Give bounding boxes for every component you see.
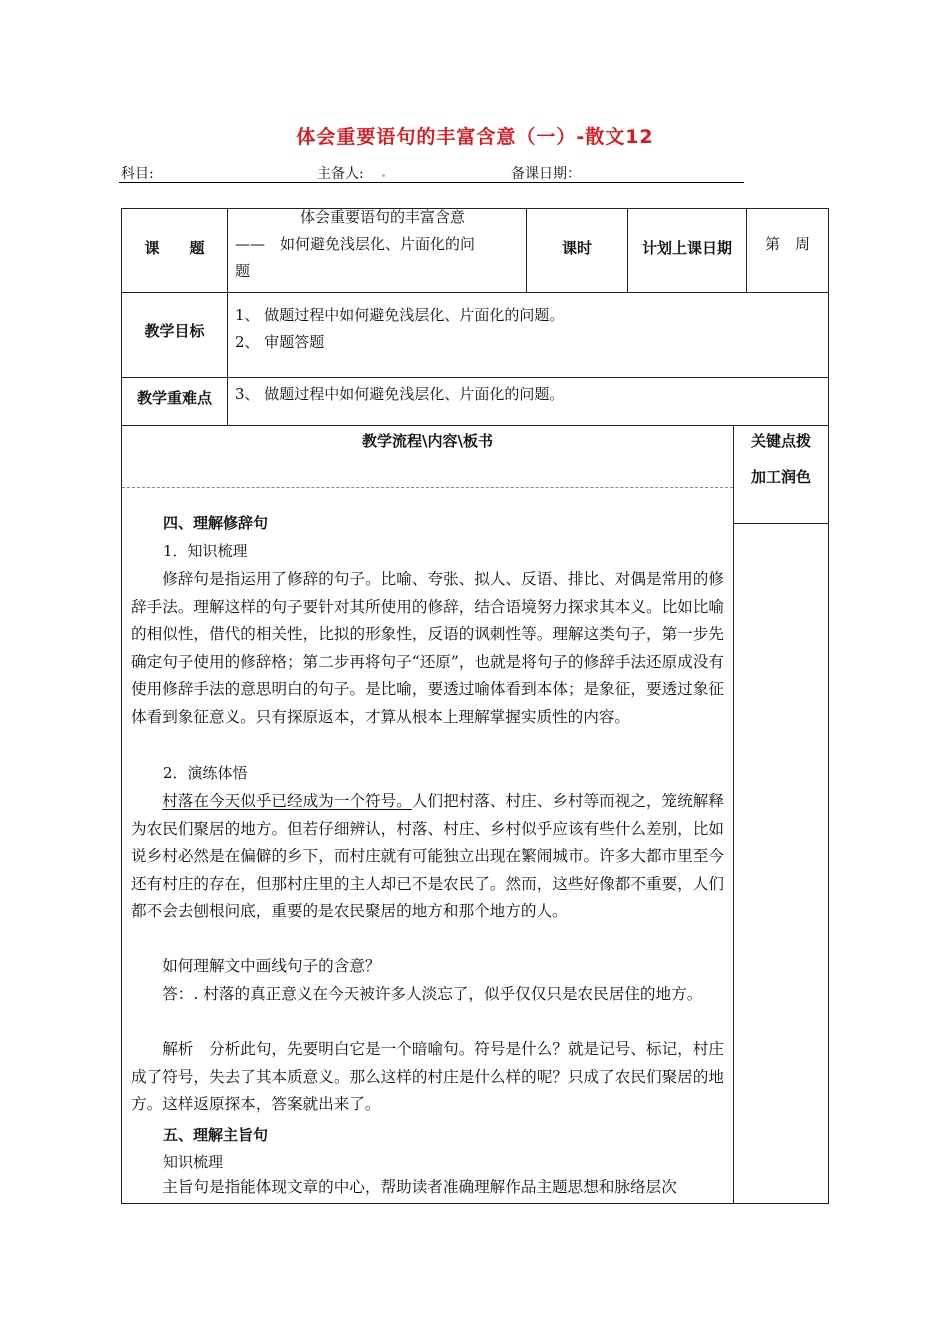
subject-label: 科目: <box>121 166 154 182</box>
analysis: 解析 分析此句，先要明白它是一个暗喻句。符号是什么？就是记号、标记，村庄成了符号，失去了其本质意义。那么这样的村庄是什么样的呢？只成了农民们聚居的地方。这样返原探本，答案就出来了。 <box>131 1040 724 1114</box>
goal-2: 2、 审题答题 <box>235 333 325 351</box>
topic-label: 课 题 <box>144 239 205 257</box>
key-point: 3、 做题过程中如何避免浅层化、片面化的问题。 <box>235 385 565 403</box>
topic-line-2: —— 如何避免浅层化、片面化的问 <box>235 235 476 253</box>
ink-dot <box>382 174 385 177</box>
para-2-rest: 人们把村落、村庄、乡村等而视之，笼统解释为农民们聚居的地方。但若仔细辨认，村落、村庄、乡村似乎应该有些什么差别，比如说乡村必然是在偏僻的乡下，而村庄就有可能独立出现在繁闹城市。许多大都市里至今还有村庄的存在，但那村庄里的主人却已不是农民了。然而，这些好像都不重要，人们都不会去刨根问底，重要的是农民聚居的地方和那个地方的人。 <box>131 792 724 921</box>
side-header-1: 关键点拨 <box>750 432 811 450</box>
topic-line-3: 题 <box>235 262 251 280</box>
section-5-sub: 知识梳理 <box>163 1153 224 1171</box>
preparer-label: 主备人: <box>317 166 364 182</box>
date-label: 备课日期： <box>511 166 581 182</box>
side-header-2: 加工润色 <box>750 468 811 486</box>
section-4-para-1: 修辞句是指运用了修辞的句子。比喻、夸张、拟人、反语、排比、对偶是常用的修辞手法。理解这样的句子要针对其所使用的修辞，结合语境努力探求其本义。比如比喻的相似性，借代的相关性，比拟的形象性，反语的讽刺性等。理解这类句子，第一步先确定句子使用的修辞格；第二步再将句子“还原”，也就是将句子的修辞手法还原成没有使用修辞手法的意思明白的句子。是比喻，要透过喻体看到本体；是象征，要透过象征体看到象征意义。只有探原返本，才算从根本上理解掌握实质性的内容。 <box>131 570 724 726</box>
goals-label: 教学目标 <box>144 322 205 340</box>
section-4-sub-1: 1．知识梳理 <box>163 542 248 560</box>
key-points-label: 教学重难点 <box>136 389 212 407</box>
plan-date-label: 计划上课日期 <box>641 239 732 257</box>
topic-line-1: 体会重要语句的丰富含意 <box>300 208 466 226</box>
section-4-title: 四、理解修辞句 <box>163 514 269 532</box>
section-4-sub-2: 2．演练体悟 <box>163 764 248 782</box>
period-label: 课时 <box>561 239 592 257</box>
section-5-para: 主旨句是指能体现文章的中心，帮助读者准确理解作品主题思想和脉络层次 <box>162 1178 677 1196</box>
section-4-para-2 <box>131 788 724 926</box>
section-5-title: 五、理解主旨句 <box>163 1126 269 1144</box>
answer: 答：. 村落的真正意义在今天被许多人淡忘了，似乎仅仅只是农民居住的地方。 <box>162 985 703 1003</box>
flow-header: 教学流程\内容\板书 <box>362 432 493 450</box>
goal-1: 1、 做题过程中如何避免浅层化、片面化的问题。 <box>235 306 565 324</box>
meta-line <box>119 162 744 183</box>
underlined-sentence: 村落在今天似乎已经成为一个符号。 <box>162 792 412 810</box>
document-title: 体会重要语句的丰富含意（一）-散文12 <box>296 126 654 148</box>
week-text: 第 周 <box>764 235 810 253</box>
question: 如何理解文中画线句子的含意？ <box>162 957 381 975</box>
